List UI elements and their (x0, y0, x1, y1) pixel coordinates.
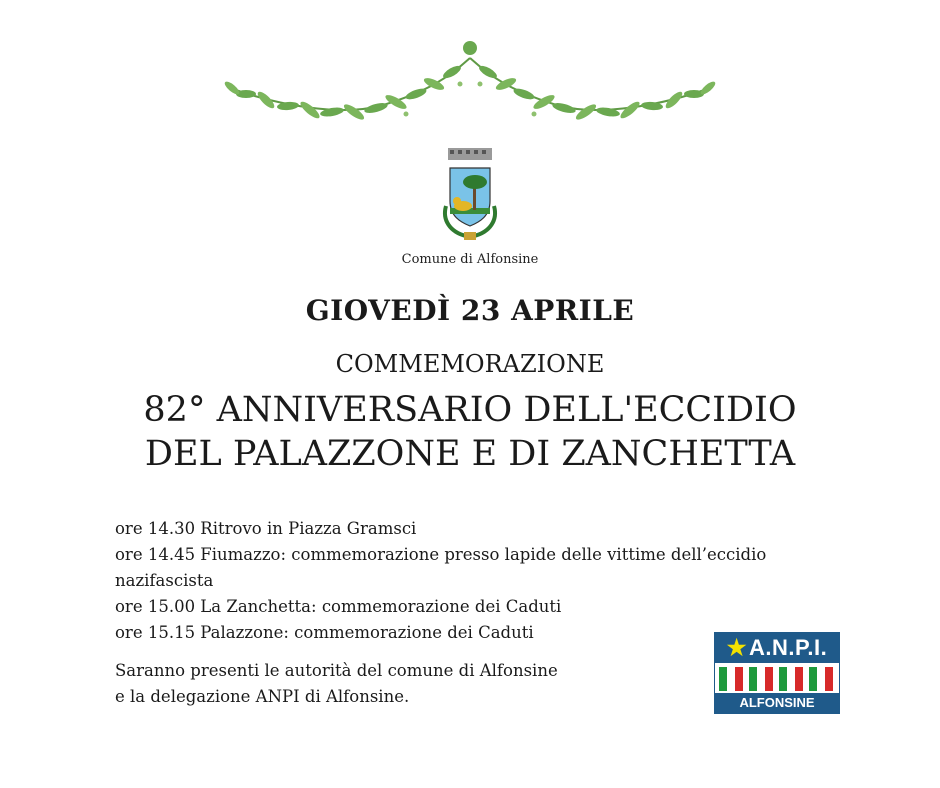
tricolor-flags-icon (719, 667, 835, 691)
laurel-garland-ornament (220, 36, 720, 146)
anpi-logo-name: A.N.P.I. (749, 635, 828, 660)
notes (115, 658, 675, 710)
event-title-line-1: 82° ANNIVERSARIO DELL'ECCIDIO (143, 390, 797, 430)
schedule-list (115, 516, 855, 646)
schedule-item: ore 14.30 Ritrovo in Piazza Gramsci (115, 519, 417, 538)
anpi-logo (714, 632, 840, 714)
event-date: GIOVEDÌ 23 APRILE (305, 294, 635, 327)
schedule-item: ore 14.45 Fiumazzo: commemorazione presso lapide delle vittime dell’eccidio nazifascista (115, 545, 767, 590)
comune-label: Comune di Alfonsine (401, 252, 539, 267)
schedule-item: ore 15.15 Palazzone: commemorazione dei Caduti (115, 623, 534, 642)
anpi-logo-header (715, 633, 839, 663)
coat-of-arms-icon (430, 146, 510, 246)
notes-line-2: e la delegazione ANPI di Alfonsine. (115, 687, 410, 706)
event-title (0, 388, 940, 476)
event-title-line-2: DEL PALAZZONE E DI ZANCHETTA (144, 434, 796, 474)
event-subtitle: COMMEMORAZIONE (335, 350, 605, 378)
schedule-item: ore 15.00 La Zanchetta: commemorazione dei Caduti (115, 597, 562, 616)
anpi-logo-place: ALFONSINE (715, 693, 839, 713)
notes-line-1: Saranno presenti le autorità del comune di Alfonsine (115, 661, 558, 680)
star-icon: ★ (726, 635, 748, 660)
